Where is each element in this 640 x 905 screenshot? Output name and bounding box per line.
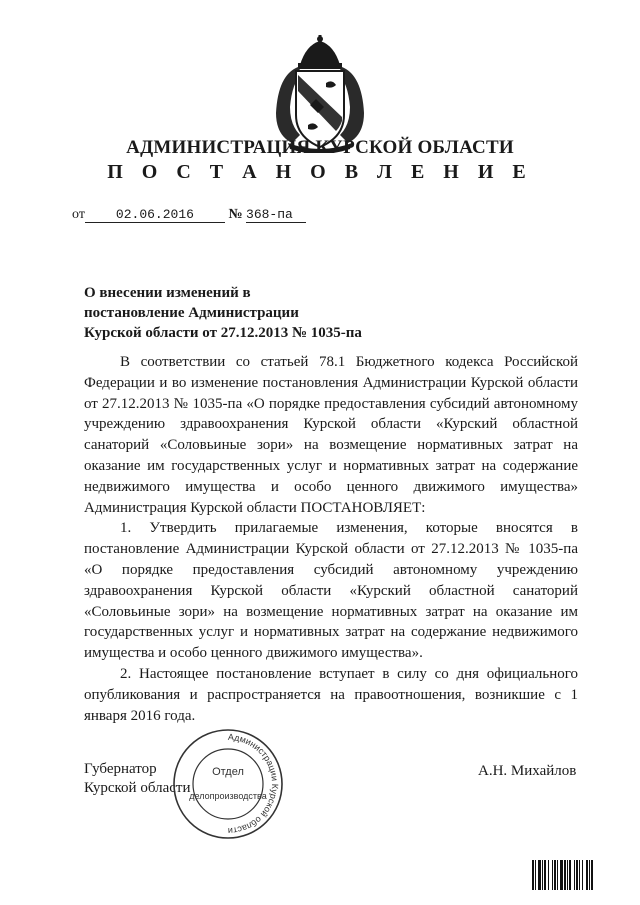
body-paragraph: 1. Утвердить прилагаемые изменения, которые вносятся в постановление Администрации Курской области от 27.12.2013 № 1035-па «О порядке предоставления субсидий автономному учреждению здравоохранения Курской области «Курский областной санаторий «Соловьиные зори» на возмещение нормативных затрат на оказание им государственных услуг и нормативных затрат на содержание недвижимого имущества и особо ценного движимого имущества». [84, 520, 578, 662]
barcode [532, 860, 628, 890]
date-from-label: от [72, 207, 85, 222]
barcode-bar [569, 860, 571, 890]
number-label: № [228, 207, 243, 222]
barcode-bar [560, 860, 563, 890]
barcode-bar [579, 860, 580, 890]
barcode-bar [544, 860, 546, 890]
subject-line: Курской области от 27.12.2013 № 1035-па [84, 325, 362, 341]
document-body [84, 352, 578, 726]
organization-title: АДМИНИСТРАЦИЯ КУРСКОЙ ОБЛАСТИ [126, 137, 514, 158]
barcode-bar [542, 860, 543, 890]
barcode-bar [574, 860, 575, 890]
signatory-title-line: Губернатор [84, 761, 157, 777]
barcode-bar [552, 860, 553, 890]
barcode-bar [576, 860, 578, 890]
barcode-bar [554, 860, 556, 890]
stamp-line-1: Отдел [212, 766, 244, 778]
signatory-name: А.Н. Михайлов [478, 763, 577, 779]
document-date: 02.06.2016 [85, 208, 225, 223]
document-type-title: П О С Т А Н О В Л Е Н И Е [107, 161, 533, 183]
signatory-title-line: Курской области [84, 780, 191, 796]
barcode-bar [591, 860, 593, 890]
subject-line: О внесении изменений в [84, 285, 251, 301]
stamp-line-2: делопроизводства [189, 791, 267, 801]
stamp-ring-text: Администрации Курской области [227, 731, 281, 837]
date-number-line [72, 207, 306, 223]
body-paragraph: 2. Настоящее постановление вступает в силу со дня официального опубликования и распространяется на правоотношения, возникшие с 1 января 2016 года. [84, 665, 578, 724]
coat-of-arms-emblem [270, 35, 370, 153]
barcode-bar [586, 860, 588, 890]
barcode-bar [548, 860, 549, 890]
barcode-bar [557, 860, 558, 890]
barcode-bar [538, 860, 541, 890]
document-number: 368-па [246, 208, 306, 223]
barcode-bar [567, 860, 568, 890]
barcode-bar [532, 860, 534, 890]
barcode-bar [564, 860, 566, 890]
barcode-bar [582, 860, 583, 890]
barcode-bar [535, 860, 536, 890]
official-stamp [168, 727, 288, 842]
barcode-bar [589, 860, 590, 890]
subject-line: постановление Администрации [84, 305, 299, 321]
document-subject [84, 283, 504, 343]
body-paragraph: В соответствии со статьей 78.1 Бюджетного кодекса Российской Федерации и во изменение постановления Администрации Курской области от 27.12.2013 № 1035-па «О порядке предоставления субсидий автономному учреждению здравоохранения Курской области «Курский областной санаторий «Соловьиные зори» на возмещение нормативных затрат на оказание им государственных услуг и нормативных затрат на содержание недвижимого имущества и особо ценного движимого имущества» Администрация Курской области ПОСТАНОВЛЯЕТ: [84, 354, 578, 516]
